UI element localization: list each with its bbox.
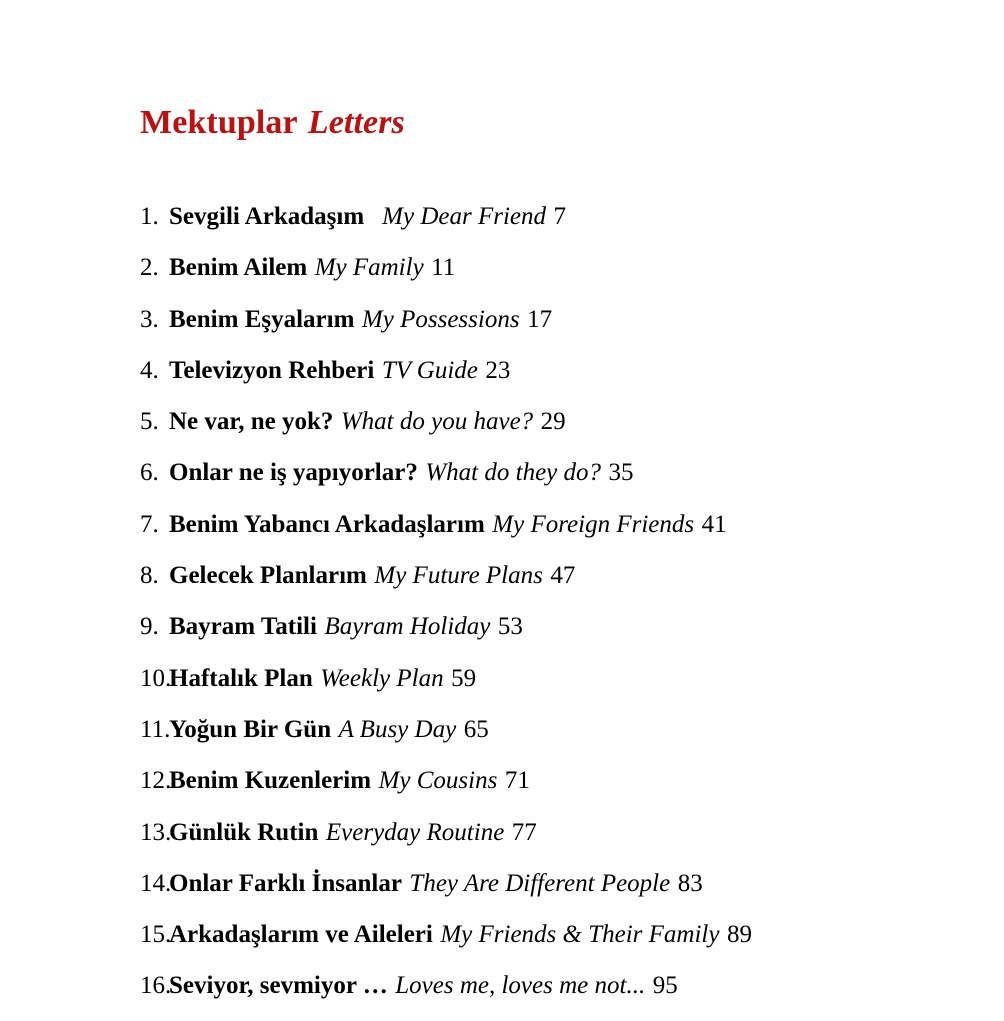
toc-entry[interactable] <box>140 559 980 610</box>
toc-entry-title: Onlar Farklı İnsanlar <box>169 869 402 897</box>
toc-entry[interactable] <box>140 508 980 559</box>
toc-entry[interactable] <box>140 456 980 507</box>
toc-entry-translation: What do you have? <box>340 408 534 436</box>
toc-entry-translation: TV Guide <box>381 356 478 384</box>
toc-entry[interactable] <box>140 303 980 354</box>
toc-entry-title: Benim Ailem <box>169 254 308 282</box>
toc-entry-title: Ne var, ne yok? <box>169 408 334 436</box>
toc-entry-translation: My Friends & Their Family <box>440 921 720 949</box>
toc-entry-title: Bayram Tatili <box>169 613 317 641</box>
toc-entry-page-number: 47 <box>550 562 576 590</box>
toc-entry-title: Seviyor, sevmiyor … <box>169 972 388 1000</box>
toc-entry-title: Benim Yabancı Arkadaşlarım <box>169 510 485 538</box>
toc-entry[interactable] <box>140 713 980 764</box>
toc-entry-translation: My Family <box>314 254 424 282</box>
toc-entry[interactable] <box>140 610 980 661</box>
toc-entry[interactable] <box>140 816 980 867</box>
toc-entry-translation: What do they do? <box>425 459 602 487</box>
toc-entry-number: 8. <box>140 562 159 590</box>
toc-entry-number: 12. <box>140 767 172 795</box>
toc-entry[interactable] <box>140 200 980 251</box>
toc-entry-number: 15. <box>140 921 172 949</box>
toc-entry[interactable] <box>140 918 980 969</box>
toc-entry-page-number: 89 <box>726 921 752 949</box>
toc-entry-title: Benim Kuzenlerim <box>169 767 372 795</box>
toc-entry-number: 14. <box>140 869 172 897</box>
toc-entry-title: Günlük Rutin <box>169 818 319 846</box>
toc-entry-translation: Bayram Holiday <box>324 613 491 641</box>
toc-entry-number: 1. <box>140 203 159 230</box>
toc-entry-page-number: 83 <box>677 869 703 897</box>
toc-entry-translation: My Possessions <box>361 305 520 333</box>
toc-entry-translation: My Dear Friend <box>382 203 547 230</box>
toc-entry-title: Arkadaşlarım ve Aileleri <box>169 921 433 949</box>
toc-entry-number: 2. <box>140 254 159 282</box>
toc-entry-number: 13. <box>140 818 172 846</box>
toc-entry-translation: My Cousins <box>378 767 498 795</box>
toc-entry-title: Sevgili Arkadaşım <box>169 203 365 230</box>
toc-entry-page-number: 7 <box>553 203 567 230</box>
toc-entry-page-number: 77 <box>511 818 537 846</box>
toc-entry-translation: Loves me, loves me not... <box>395 972 646 1000</box>
toc-entry-translation: Everyday Routine <box>325 818 505 846</box>
toc-entry-page-number: 65 <box>463 715 489 743</box>
toc-entry[interactable] <box>140 662 980 713</box>
toc-entry[interactable] <box>140 251 980 302</box>
page-title-english: Letters <box>307 103 405 141</box>
toc-entry[interactable] <box>140 405 980 456</box>
toc-entry-page-number: 71 <box>504 767 530 795</box>
toc-entry[interactable] <box>140 867 980 918</box>
page-title <box>140 101 405 145</box>
toc-entry-translation: A Busy Day <box>338 715 457 743</box>
toc-entry-page-number: 41 <box>701 510 727 538</box>
toc-entry-number: 4. <box>140 356 159 384</box>
toc-entry-page-number: 59 <box>451 664 477 692</box>
toc-entry-translation: My Foreign Friends <box>492 510 695 538</box>
toc-entry[interactable] <box>140 764 980 815</box>
toc-entry-title: Gelecek Planlarım <box>169 562 367 590</box>
toc-entry-number: 16. <box>140 972 172 1000</box>
toc-entry-title: Televizyon Rehberi <box>169 356 375 384</box>
toc-entry-title: Benim Eşyalarım <box>169 305 355 333</box>
toc-entry-number: 5. <box>140 408 159 436</box>
toc-entry-page-number: 11 <box>431 254 456 282</box>
toc-entry-page-number: 17 <box>527 305 553 333</box>
toc-entry-number: 6. <box>140 459 159 487</box>
toc-entry-translation: My Future Plans <box>374 562 543 590</box>
toc-entry-page-number: 23 <box>485 356 511 384</box>
toc-entry-title: Onlar ne iş yapıyorlar? <box>169 459 418 487</box>
toc-entry-number: 9. <box>140 613 159 641</box>
toc-entry-translation: Weekly Plan <box>320 664 444 692</box>
page-title-turkish: Mektuplar <box>140 103 298 141</box>
toc-entry[interactable] <box>140 354 980 405</box>
toc-entry-translation: They Are Different People <box>409 869 671 897</box>
toc-entry-number: 10. <box>140 664 172 692</box>
toc-entry-page-number: 35 <box>608 459 634 487</box>
toc-entry-number: 7. <box>140 510 159 538</box>
table-of-contents <box>140 200 980 1021</box>
toc-entry[interactable] <box>140 969 980 1020</box>
toc-entry-title: Yoğun Bir Gün <box>169 715 332 743</box>
toc-entry-page-number: 95 <box>652 972 678 1000</box>
toc-entry-number: 11. <box>140 715 171 743</box>
toc-entry-title: Haftalık Plan <box>169 664 313 692</box>
toc-entry-page-number: 29 <box>540 408 566 436</box>
toc-entry-page-number: 53 <box>497 613 523 641</box>
toc-entry-number: 3. <box>140 305 159 333</box>
